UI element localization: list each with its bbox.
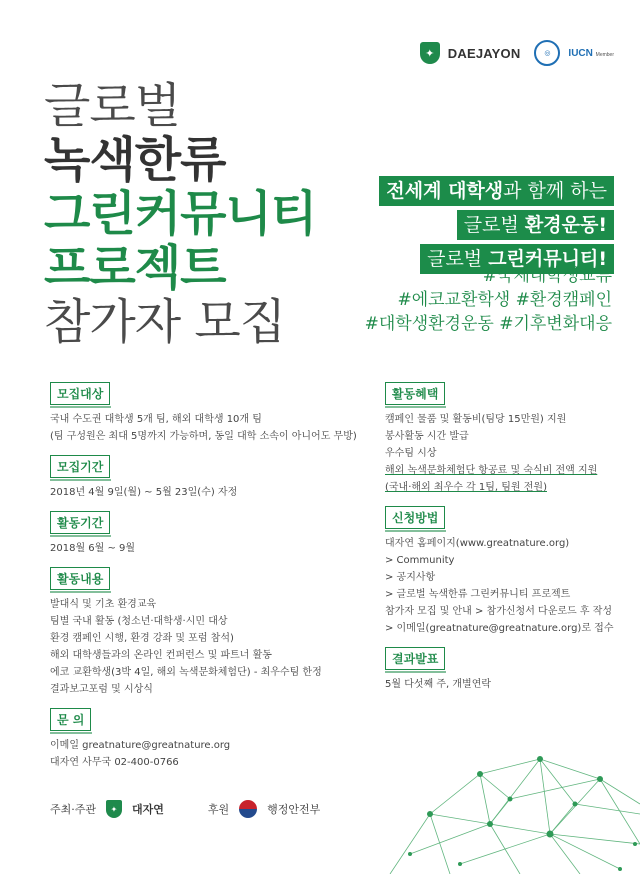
- host-label: 주최·주관: [50, 803, 97, 816]
- section-results: [385, 647, 620, 693]
- slogan-callouts: [379, 176, 614, 274]
- section-line: 대자연 홈페이지(www.greatnature.org): [385, 538, 570, 549]
- section-inquiry: [50, 708, 350, 771]
- iucn-label: IUCN: [568, 47, 593, 59]
- section-line: 봉사활동 시간 발급: [385, 431, 469, 442]
- section-heading: 활동혜택: [385, 382, 445, 405]
- daejayon-logo-text: DAEJAYON: [447, 45, 521, 61]
- daejayon-logo-icon: ✦: [420, 42, 440, 64]
- section-line: 캠페인 물품 및 활동비(팀당 15만원) 지원: [385, 414, 567, 425]
- section-recruit-target: [50, 382, 357, 445]
- daejayon-small-logo-icon: ✦: [106, 800, 122, 818]
- hashtag-line-1: #국제대학생교류: [482, 266, 612, 286]
- network-illustration: [370, 704, 640, 874]
- section-line: > 공지사항: [385, 572, 436, 583]
- government-emblem-icon: [239, 800, 257, 818]
- title-line-1: 글로벌: [44, 78, 181, 134]
- callout-1-rest: 과 함께 하는: [503, 180, 607, 202]
- host-name: 대자연: [132, 803, 164, 816]
- section-line: 참가자 모집 및 안내 > 참가신청서 다운로드 후 작성: [385, 606, 613, 617]
- section-line: 이메일 greatnature@greatnature.org: [50, 740, 231, 751]
- sponsor-name: 행정안전부: [267, 803, 321, 816]
- section-heading: 활동기간: [50, 511, 110, 534]
- hashtag-line-2: #에코교환학생 #환경캠페인: [397, 290, 612, 310]
- callout-2: [457, 210, 614, 240]
- section-heading: 모집대상: [50, 382, 110, 405]
- section-line: 대자연 사무국 02-400-0766: [50, 757, 179, 768]
- section-benefits: [385, 382, 620, 496]
- section-activity-content: [50, 567, 350, 698]
- title-line-4: 프로젝트: [44, 240, 226, 296]
- section-activity-period: [50, 511, 350, 557]
- callout-3-pre: 글로벌: [427, 248, 489, 270]
- section-line: 2018년 4월 9일(월) ~ 5월 23일(수) 자정: [50, 487, 238, 498]
- section-line: 발대식 및 기초 환경교육: [50, 599, 157, 610]
- callout-1: [379, 176, 614, 206]
- section-line: 해외 녹색문화체험단 항공료 및 숙식비 전액 지원: [385, 465, 598, 476]
- section-line: 결과보고포럼 및 시상식: [50, 684, 153, 695]
- section-heading: 활동내용: [50, 567, 110, 590]
- footer-sponsors: [50, 800, 320, 818]
- callout-3-bold: 그린커뮤니티!: [488, 248, 607, 270]
- section-line: (국내·해외 최우수 각 1팀, 팀원 전원): [385, 482, 547, 493]
- section-line: 환경 캠페인 시행, 환경 강좌 및 포럼 참석): [50, 633, 234, 644]
- callout-1-bold: 전세계 대학생: [386, 180, 504, 202]
- title-line-3: 그린커뮤니티: [44, 186, 317, 242]
- section-line: 우수팀 시상: [385, 448, 437, 459]
- poster-title: [44, 78, 317, 350]
- section-line: 2018월 6월 ~ 9월: [50, 543, 136, 554]
- callout-2-bold: 환경운동!: [524, 214, 607, 236]
- section-line: 해외 대학생들과의 온라인 컨퍼런스 및 파트너 활동: [50, 650, 272, 661]
- callout-2-pre: 글로벌: [463, 214, 525, 236]
- title-line-2: 녹색한류: [44, 132, 226, 188]
- header-logos: [420, 40, 614, 66]
- section-heading: 신청방법: [385, 506, 445, 529]
- section-line: 국내 수도권 대학생 5개 팀, 해외 대학생 10개 팀: [50, 414, 262, 425]
- hashtag-line-3: #대학생환경운동 #기후변화대응: [364, 314, 612, 334]
- section-heading: 모집기간: [50, 455, 110, 478]
- hashtags: [365, 264, 612, 336]
- section-line: 팀별 국내 활동 (청소년·대학생·시민 대상: [50, 616, 228, 627]
- iucn-sub: Member: [595, 51, 614, 58]
- section-line: (팀 구성원은 최대 5명까지 가능하며, 동일 대학 소속이 아니어도 무방): [50, 431, 357, 442]
- section-line: > 이메일(greatnature@greatnature.org)로 접수: [385, 623, 614, 634]
- right-column: [385, 382, 620, 703]
- left-column: [50, 382, 357, 781]
- section-recruit-period: [50, 455, 350, 501]
- iucn-logo-text: [568, 48, 614, 59]
- section-how-to-apply: [385, 506, 620, 637]
- iucn-logo-icon: ◎: [534, 40, 560, 66]
- sponsor-label: 후원: [207, 803, 230, 816]
- section-line: 5월 다섯째 주, 개별연락: [385, 679, 492, 690]
- section-line: > Community: [385, 555, 455, 566]
- section-line: 에코 교환학생(3박 4일, 해외 녹색문화체험단) - 최우수팀 한정: [50, 667, 322, 678]
- section-line: > 글로벌 녹색한류 그린커뮤니티 프로젝트: [385, 589, 571, 600]
- title-line-5: 참가자 모집: [44, 294, 286, 350]
- section-heading: 결과발표: [385, 647, 445, 670]
- section-heading: 문 의: [50, 708, 91, 731]
